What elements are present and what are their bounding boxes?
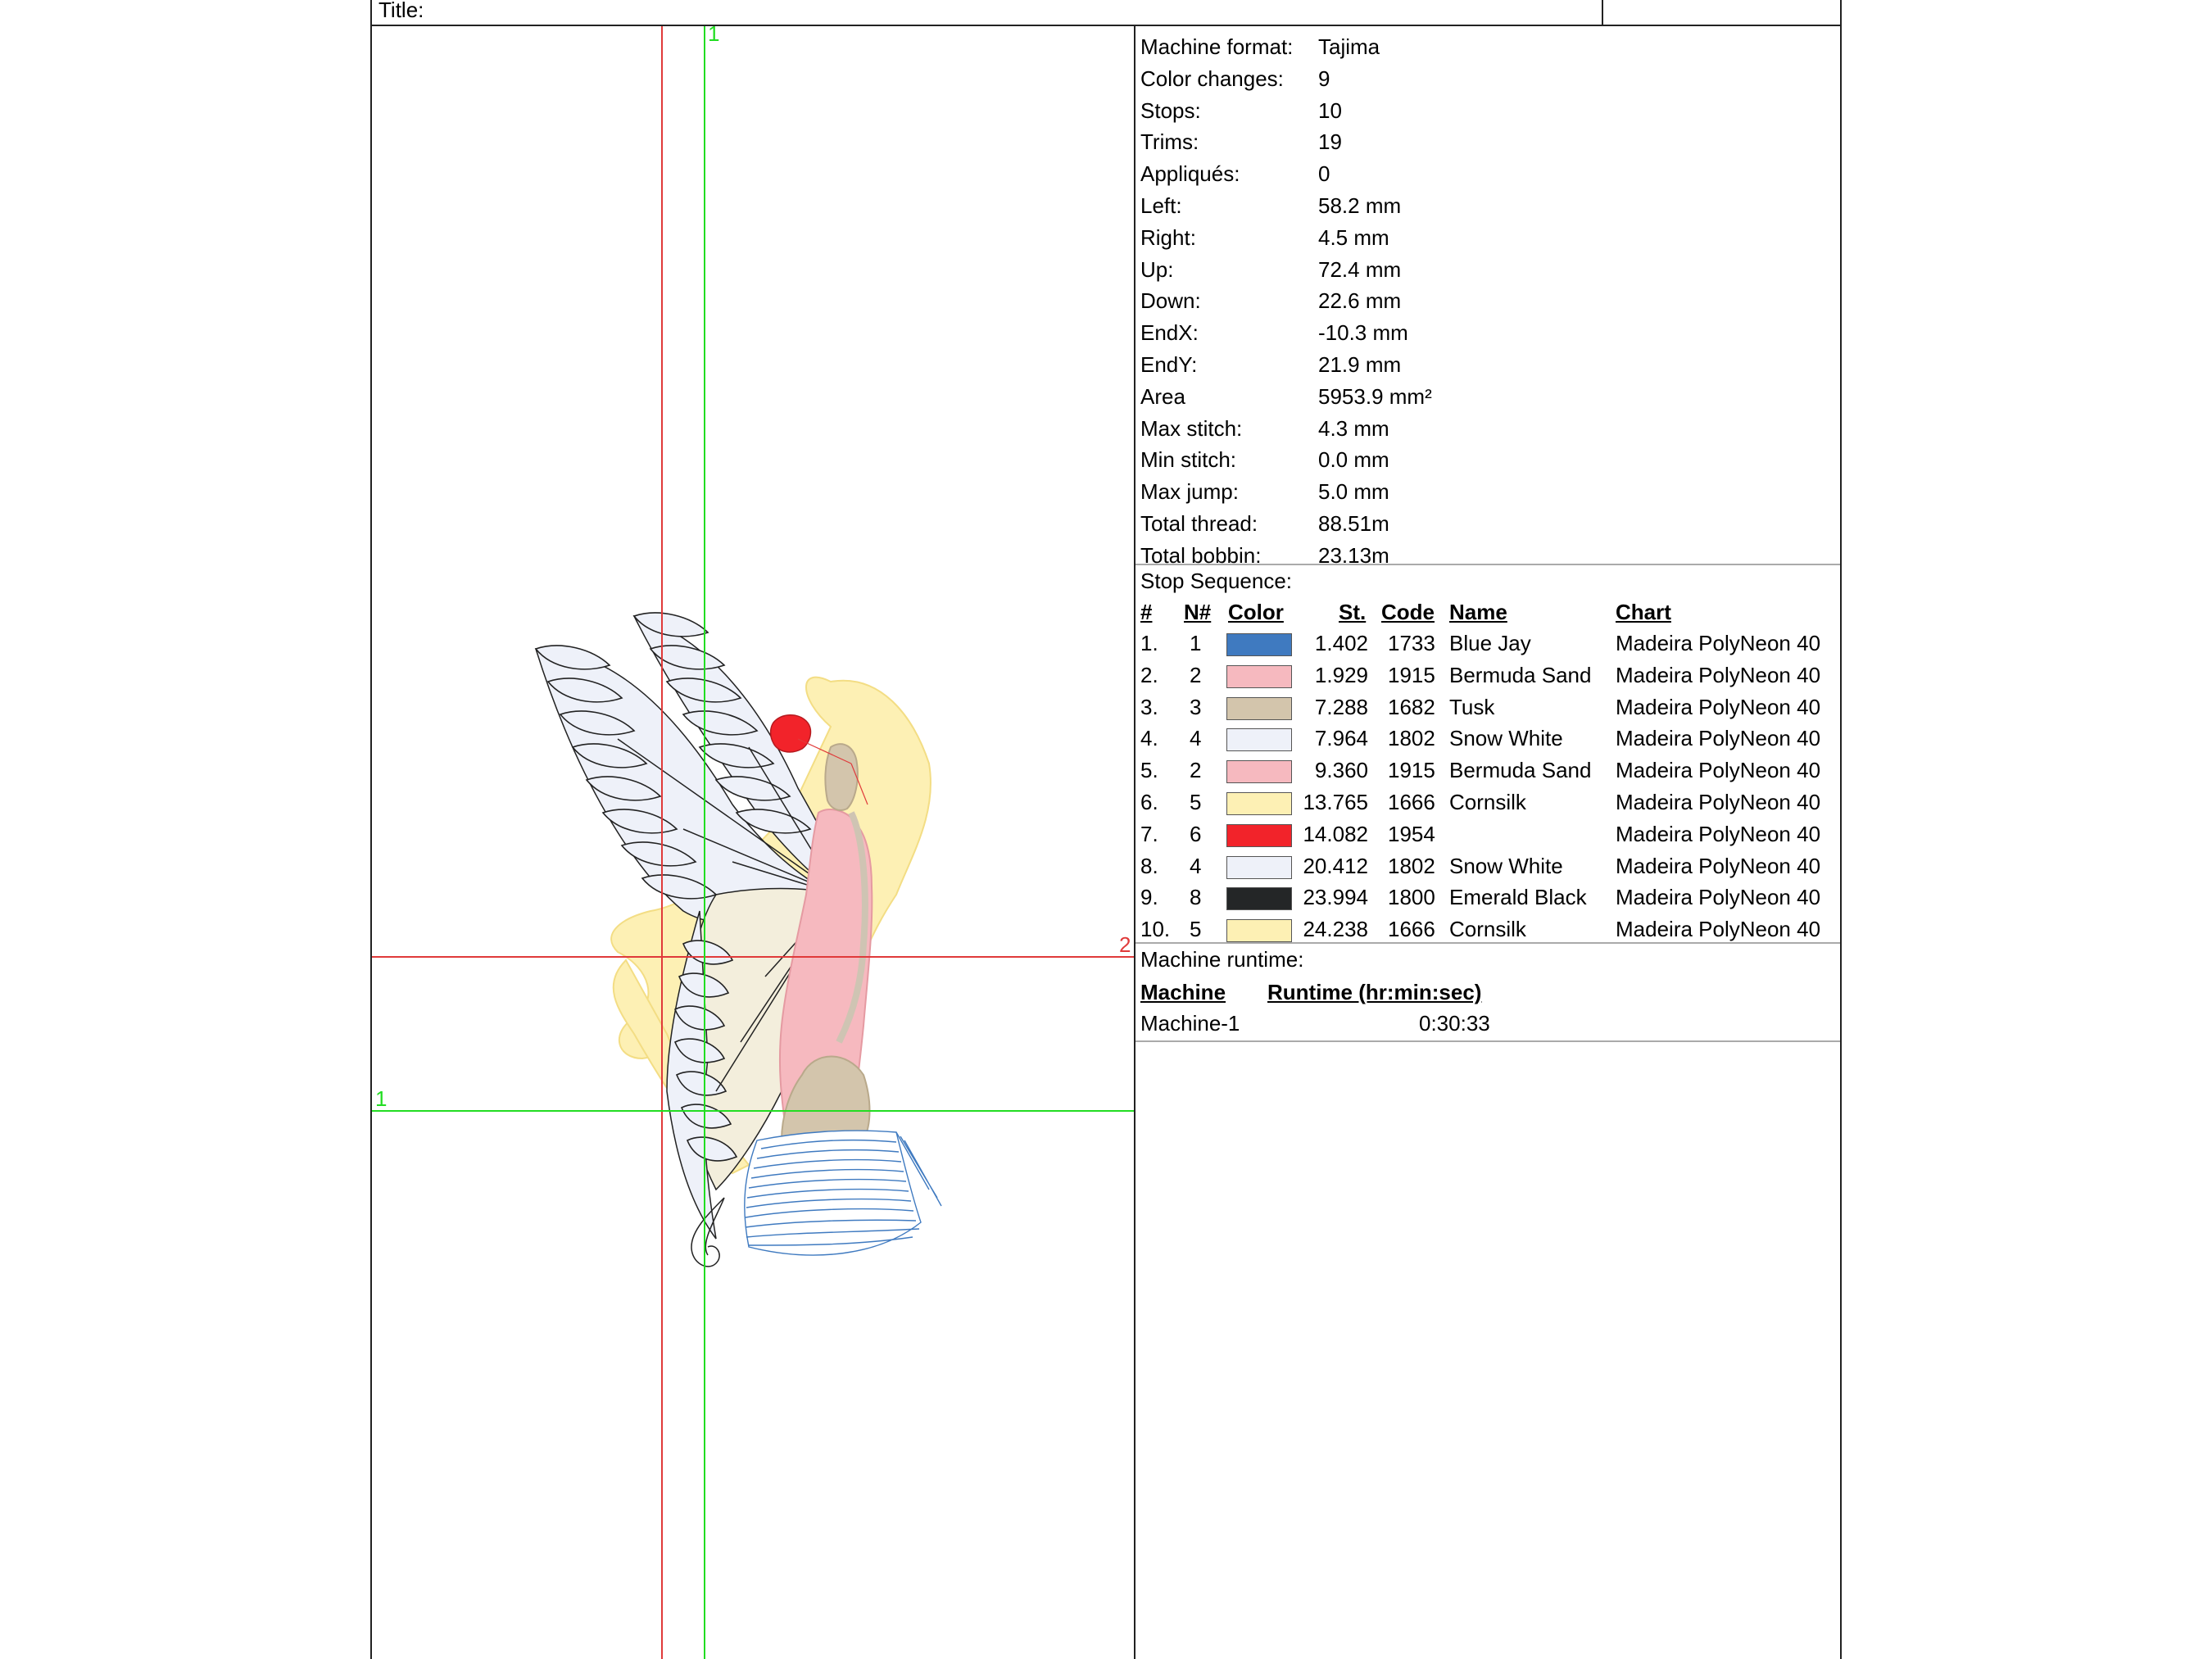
stop-sequence-row (1140, 913, 1840, 945)
stat-value: Tajima (1318, 34, 1380, 59)
stat-label: Left: (1140, 193, 1182, 218)
seq-name: Emerald Black (1449, 885, 1587, 910)
seq-name: Blue Jay (1449, 631, 1531, 655)
seq-stitches: 1.929 (1314, 662, 1368, 687)
stop-sequence-row (1140, 850, 1840, 882)
col-code: Code (1381, 600, 1435, 624)
stat-label: EndX: (1140, 320, 1199, 346)
seq-name: Cornsilk (1449, 917, 1526, 942)
runtime-row (1140, 1008, 1840, 1039)
stat-value: 4.5 mm (1318, 224, 1389, 250)
seq-chart: Madeira PolyNeon 40 (1616, 853, 1821, 878)
stat-label: Color changes: (1140, 66, 1284, 91)
stop-sequence-row (1140, 882, 1840, 913)
design-preview (372, 26, 1135, 1659)
seq-name: Bermuda Sand (1449, 758, 1592, 783)
col-index: # (1140, 600, 1153, 624)
stat-label: Stops: (1140, 97, 1201, 123)
guide-horizontal-label: 1 (375, 1086, 388, 1111)
stat-value: 19 (1318, 129, 1342, 155)
stat-value: 88.51m (1318, 511, 1389, 536)
seq-code: 1682 (1388, 694, 1435, 719)
seq-needle: 5 (1190, 917, 1202, 942)
stat-label: Area (1140, 383, 1185, 409)
stop-sequence-row (1140, 723, 1840, 754)
stat-value: 23.13m (1318, 542, 1389, 568)
seq-index: 7. (1140, 821, 1158, 846)
col-stitches: St. (1339, 600, 1367, 624)
seq-needle: 1 (1190, 631, 1202, 655)
machine-runtime: 0:30:33 (1419, 1011, 1490, 1036)
stat-value: 5953.9 mm² (1318, 383, 1432, 409)
stat-value: 5.0 mm (1318, 479, 1389, 505)
stat-value: 22.6 mm (1318, 288, 1402, 314)
col-needle: N# (1184, 600, 1212, 624)
seq-stitches: 7.964 (1314, 726, 1368, 751)
seq-stitches: 14.082 (1303, 821, 1368, 846)
stat-value: 9 (1318, 66, 1330, 91)
stat-value: 4.3 mm (1318, 415, 1389, 441)
seq-chart: Madeira PolyNeon 40 (1616, 662, 1821, 687)
seq-index: 10. (1140, 917, 1171, 942)
seq-index: 2. (1140, 662, 1158, 687)
seq-chart: Madeira PolyNeon 40 (1616, 758, 1821, 783)
seq-chart: Madeira PolyNeon 40 (1616, 821, 1821, 846)
title-cell-divider (1602, 0, 1603, 25)
seq-index: 3. (1140, 694, 1158, 719)
stop-sequence-row (1140, 691, 1840, 723)
machine-name: Machine-1 (1140, 1011, 1240, 1036)
stop-sequence-row (1140, 786, 1840, 818)
seq-needle: 6 (1190, 821, 1202, 846)
seq-index: 9. (1140, 885, 1158, 910)
thread-color-swatch (1226, 697, 1292, 720)
seq-needle: 2 (1190, 662, 1202, 687)
seq-stitches: 24.238 (1303, 917, 1368, 942)
stop-sequence-row (1140, 660, 1840, 691)
seq-code: 1802 (1388, 726, 1435, 751)
seq-stitches: 23.994 (1303, 885, 1368, 910)
seq-index: 4. (1140, 726, 1158, 751)
stat-value: 21.9 mm (1318, 352, 1402, 377)
col-runtime: Runtime (hr:min:sec) (1267, 980, 1482, 1004)
seq-index: 8. (1140, 853, 1158, 878)
thread-color-swatch (1226, 633, 1292, 656)
thread-color-swatch (1226, 792, 1292, 815)
seq-needle: 2 (1190, 758, 1202, 783)
embroidery-design-preview (372, 26, 1134, 1659)
stat-label: Max jump: (1140, 479, 1239, 505)
seq-name: Snow White (1449, 853, 1563, 878)
stat-label: Down: (1140, 288, 1201, 314)
col-color: Color (1228, 600, 1284, 624)
stat-label: EndY: (1140, 352, 1198, 377)
seq-index: 1. (1140, 631, 1158, 655)
seq-needle: 5 (1190, 790, 1202, 814)
seq-name: Bermuda Sand (1449, 662, 1592, 687)
stat-value: 58.2 mm (1318, 193, 1402, 218)
seq-chart: Madeira PolyNeon 40 (1616, 885, 1821, 910)
seq-code: 1666 (1388, 917, 1435, 942)
stat-value: -10.3 mm (1318, 320, 1408, 346)
title-bar (372, 0, 1840, 26)
seq-code: 1733 (1388, 631, 1435, 655)
stat-label: Up: (1140, 256, 1174, 282)
seq-code: 1800 (1388, 885, 1435, 910)
divider (1135, 1040, 1840, 1042)
seq-code: 1666 (1388, 790, 1435, 814)
col-chart: Chart (1616, 600, 1671, 624)
seq-needle: 4 (1190, 726, 1202, 751)
seq-chart: Madeira PolyNeon 40 (1616, 917, 1821, 942)
seq-code: 1915 (1388, 758, 1435, 783)
stat-value: 10 (1318, 97, 1342, 123)
seq-index: 5. (1140, 758, 1158, 783)
runtime-header (1140, 977, 1840, 1008)
stat-value: 0 (1318, 161, 1330, 187)
stat-label: Max stitch: (1140, 415, 1243, 441)
stat-label: Total thread: (1140, 511, 1258, 536)
seq-chart: Madeira PolyNeon 40 (1616, 694, 1821, 719)
stat-label: Right: (1140, 224, 1196, 250)
seq-stitches: 1.402 (1314, 631, 1368, 655)
stop-sequence-row (1140, 818, 1840, 850)
seq-chart: Madeira PolyNeon 40 (1616, 631, 1821, 655)
stat-label: Machine format: (1140, 34, 1294, 59)
seq-code: 1802 (1388, 853, 1435, 878)
thread-color-swatch (1226, 887, 1292, 910)
thread-color-swatch (1226, 824, 1292, 847)
col-name: Name (1449, 600, 1507, 624)
thread-color-swatch (1226, 760, 1292, 783)
report-sheet: Title: 1 1 2 Machine format: Tajima Color changes: 9 Stops: 10 Trims: 19 Appliqués: 0 Left: 58.2 mm Right: 4.5 mm Up: 72.4 mm Down: 22.6 mm EndX: -10.3 mm EndY: 21.9 mm Area 5953.9 mm² Max stitch: 4.3 mm Min stitch: 0.0 mm Max jump: 5.0 mm Total thread: 88.51m Total bobbin: 23.13m Stop Sequence: # N# Color St. Code Name Chart 1. 1 1.402 1733 Blue Jay Madeira PolyNeon 40 2. 2 1.929 1915 Bermuda Sand Madeira PolyNeon 40 3. 3 7.288 1682 Tusk Madeira PolyNeon 40 4. 4 7.964 1802 Snow White Madeira PolyNeon 40 5. 2 9.360 1915 Bermuda Sand Madeira PolyNeon 40 6. 5 13.765 1666 Cornsilk Madeira PolyNeon 40 7. 6 14.082 1954 Madeira PolyNeon 40 8. 4 20.412 1802 Snow White Madeira PolyNeon 40 9. 8 23.994 1800 Emerald Black Madeira PolyNeon 40 10. 5 24.238 1666 Cornsilk Madeira PolyNeon 40 Machine runtime: Machine Runtime (hr:min:sec) Machine-1 0:30:33 (370, 0, 1842, 1659)
thread-color-swatch (1226, 728, 1292, 751)
stop-sequence-row (1140, 628, 1840, 659)
seq-code: 1915 (1388, 662, 1435, 687)
seq-needle: 4 (1190, 853, 1202, 878)
seq-stitches: 20.412 (1303, 853, 1368, 878)
stat-label: Appliqués: (1140, 161, 1240, 187)
guide-vertical-label: 1 (708, 26, 720, 46)
seq-name: Tusk (1449, 694, 1495, 719)
stop-sequence-row (1140, 755, 1840, 786)
stop-sequence-header (1140, 596, 1840, 628)
title-label: Title: (378, 0, 424, 22)
seq-index: 6. (1140, 790, 1158, 814)
stat-label: Trims: (1140, 129, 1199, 155)
seq-code: 1954 (1388, 821, 1435, 846)
seq-chart: Madeira PolyNeon 40 (1616, 726, 1821, 751)
stat-value: 72.4 mm (1318, 256, 1402, 282)
stat-value: 0.0 mm (1318, 447, 1389, 473)
thread-color-swatch (1226, 919, 1292, 942)
seq-stitches: 7.288 (1314, 694, 1368, 719)
col-machine: Machine (1140, 980, 1226, 1004)
seq-needle: 8 (1190, 885, 1202, 910)
stat-label: Total bobbin: (1140, 542, 1262, 568)
seq-needle: 3 (1190, 694, 1202, 719)
guide-origin-label: 2 (1119, 932, 1131, 957)
hair-flower (771, 715, 811, 752)
thread-color-swatch (1226, 856, 1292, 879)
seq-name: Snow White (1449, 726, 1563, 751)
thread-color-swatch (1226, 665, 1292, 688)
seq-name: Cornsilk (1449, 790, 1526, 814)
fairy-skirt (745, 1131, 941, 1255)
seq-stitches: 13.765 (1303, 790, 1368, 814)
seq-chart: Madeira PolyNeon 40 (1616, 790, 1821, 814)
stat-label: Min stitch: (1140, 447, 1237, 473)
seq-stitches: 9.360 (1314, 758, 1368, 783)
